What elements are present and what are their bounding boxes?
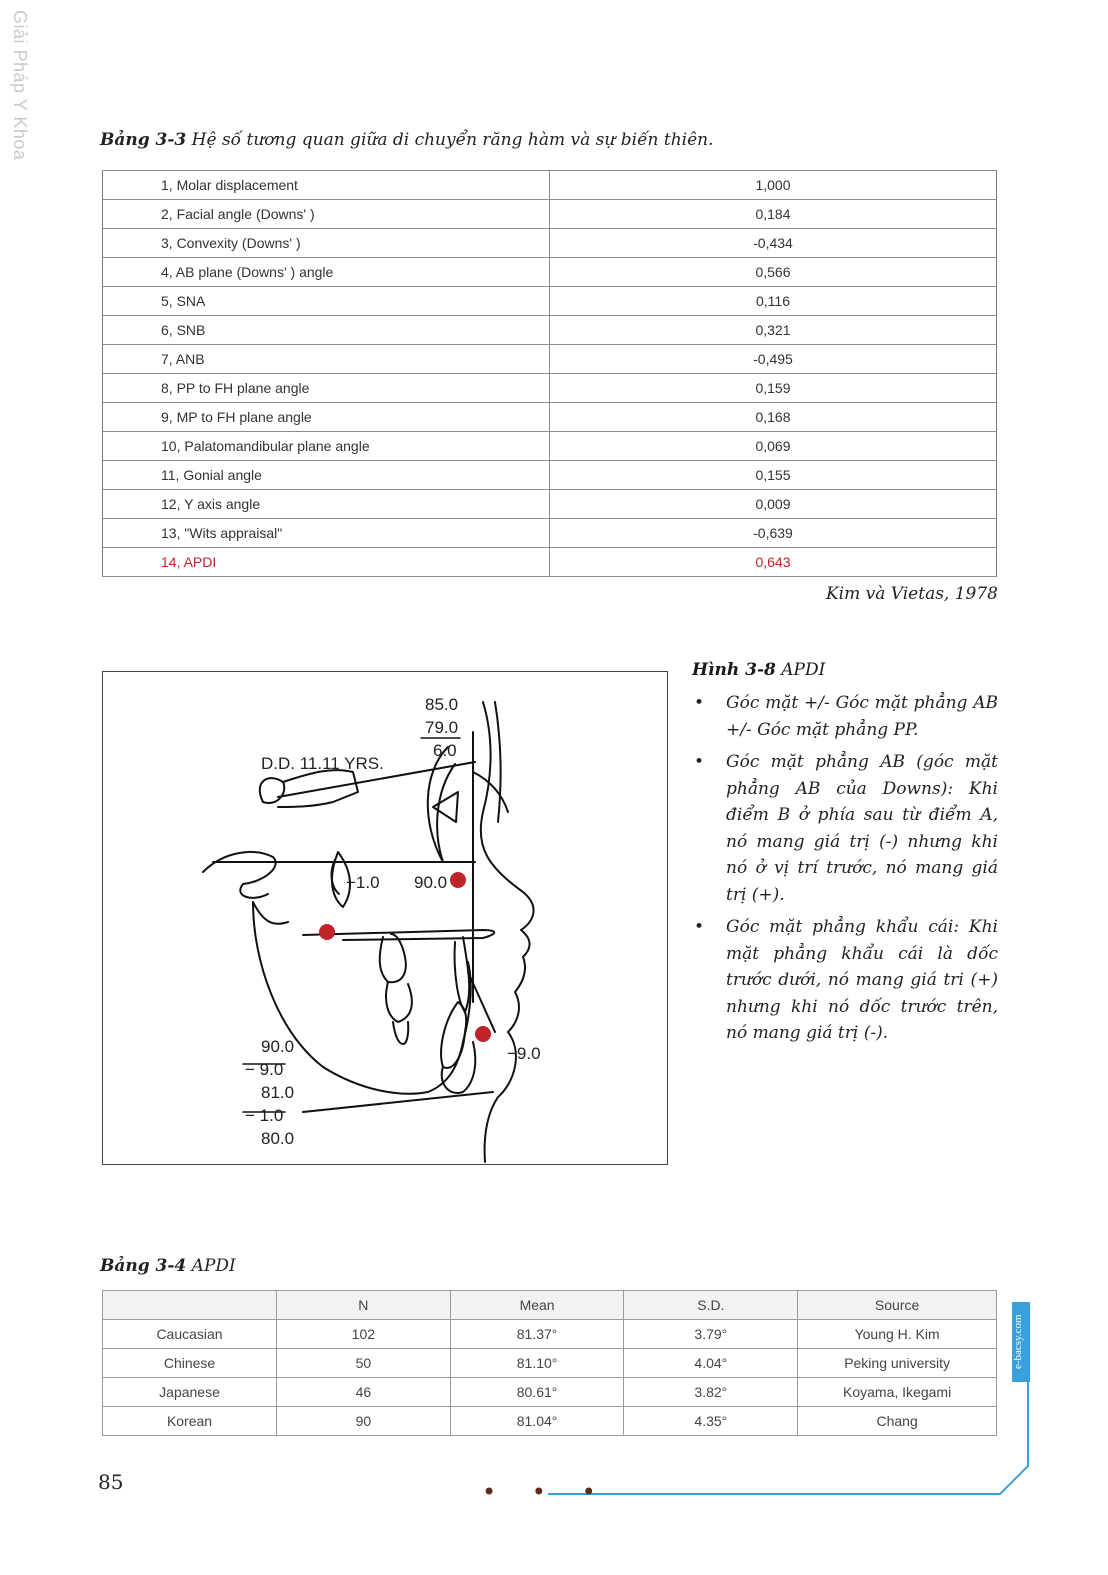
side-watermark: Giải Pháp Y Khoa	[10, 10, 30, 161]
table-cell: 3.82°	[624, 1378, 798, 1407]
lower-molar	[386, 982, 412, 1044]
row-label: 3, Convexity (Downs' )	[103, 229, 550, 258]
table-cell: Koyama, Ikegami	[798, 1378, 997, 1407]
table-row	[103, 258, 997, 287]
palatal-plane-marker	[319, 924, 335, 940]
row-label: 10, Palatomandibular plane angle	[103, 432, 550, 461]
row-label: 13, "Wits appraisal"	[103, 519, 550, 548]
table-row	[103, 1320, 997, 1349]
row-value: 0,184	[550, 200, 997, 229]
facial-angle-marker	[450, 872, 466, 888]
ramus-outline	[253, 902, 288, 924]
table-row	[103, 287, 997, 316]
row-value: -0,639	[550, 519, 997, 548]
nasal-spine	[473, 772, 508, 812]
table-cell: 102	[277, 1320, 451, 1349]
row-label: 12, Y axis angle	[103, 490, 550, 519]
calc-line-5: 80.0	[261, 1129, 295, 1148]
table-row	[103, 519, 997, 548]
table-cell: 90	[277, 1407, 451, 1436]
site-watermark: e-bacsy.com	[1012, 1302, 1030, 1382]
calc-line-3: 81.0	[261, 1083, 295, 1102]
row-value: 1,000	[550, 171, 997, 200]
table-cell: 81.10°	[450, 1349, 624, 1378]
table-3-4-caption	[100, 1256, 236, 1276]
column-header: N	[277, 1291, 451, 1320]
table-row	[103, 490, 997, 519]
table-cell: 4.35°	[624, 1407, 798, 1436]
table-3-4-caption-text: APDI	[186, 1256, 236, 1276]
row-label: 5, SNA	[103, 287, 550, 316]
value-minus-1: −1.0	[346, 873, 380, 892]
row-value: 0,321	[550, 316, 997, 345]
cephalometric-tracing	[103, 672, 666, 1163]
row-value: 0,566	[550, 258, 997, 287]
table-row	[103, 200, 997, 229]
table-cell: 81.04°	[450, 1407, 624, 1436]
calc-line-4: − 1.0	[245, 1106, 284, 1125]
table-3-3-caption	[100, 130, 714, 150]
row-label: 2, Facial angle (Downs' )	[103, 200, 550, 229]
orbit-outline	[428, 747, 455, 862]
row-label: 1, Molar displacement	[103, 171, 550, 200]
bullet-dot: •	[694, 693, 705, 713]
calc-line-1: 90.0	[261, 1037, 295, 1056]
table-header-row	[103, 1291, 997, 1320]
bullet-item: • Góc mặt +/- Góc mặt phẳng AB +/- Góc mặt phẳng PP.	[692, 690, 998, 743]
bullet-dot: •	[694, 917, 705, 937]
table-row	[103, 171, 997, 200]
table-3-3-caption-text: Hệ số tương quan giữa di chuyển răng hàm và sự biến thiên.	[186, 130, 714, 150]
apdi-cephalometric-figure	[102, 671, 668, 1165]
table-row	[103, 1378, 997, 1407]
table-row	[103, 374, 997, 403]
row-label: 6, SNB	[103, 316, 550, 345]
table-cell: Chang	[798, 1407, 997, 1436]
table-source-note: Kim và Vietas, 1978	[825, 584, 998, 604]
row-value: 0,159	[550, 374, 997, 403]
table-cell: 46	[277, 1378, 451, 1407]
row-value: 0,116	[550, 287, 997, 316]
row-value: 0,643	[550, 548, 997, 577]
value-90: 90.0	[414, 873, 448, 892]
row-label: 14, APDI	[103, 548, 550, 577]
row-label: 9, MP to FH plane angle	[103, 403, 550, 432]
row-value: 0,009	[550, 490, 997, 519]
table-cell: 3.79°	[624, 1320, 798, 1349]
table-cell: 80.61°	[450, 1378, 624, 1407]
row-value: 0,069	[550, 432, 997, 461]
value-minus-9: −9.0	[507, 1044, 541, 1063]
bullet-item: • Góc mặt phẳng khẩu cái: Khi mặt phẳng khẩu cái là dốc trước dưới, nó mang giá tri (+) nhưng khi nó dốc trước trên, nó mang giá trị (-).	[692, 914, 998, 1047]
value-85: 85.0	[425, 695, 459, 714]
table-row	[103, 345, 997, 374]
table-row	[103, 316, 997, 345]
ab-plane-marker	[475, 1026, 491, 1042]
table-cell: Young H. Kim	[798, 1320, 997, 1349]
value-6: 6.0	[433, 741, 457, 760]
table-3-3-caption-label: Bảng 3-3	[100, 130, 187, 150]
row-value: 0,168	[550, 403, 997, 432]
bullet-item: • Góc mặt phẳng AB (góc mặt phẳng AB của Downs): Khi điểm B ở phía sau từ điểm A, nó mang giá trị (-) nhưng khi nó ở vị trí trước, nó mang giá trị (+).	[692, 749, 998, 908]
patient-label: D.D. 11.11 YRS.	[261, 754, 384, 773]
calc-line-2: − 9.0	[245, 1060, 284, 1079]
row-value: -0,495	[550, 345, 997, 374]
row-label: 8, PP to FH plane angle	[103, 374, 550, 403]
table-cell: Korean	[103, 1407, 277, 1436]
row-value: 0,155	[550, 461, 997, 490]
column-header: Mean	[450, 1291, 624, 1320]
column-header: S.D.	[624, 1291, 798, 1320]
table-row	[103, 403, 997, 432]
row-label: 7, ANB	[103, 345, 550, 374]
correlation-table	[102, 170, 997, 577]
bullet-dot: •	[694, 752, 705, 772]
row-value: -0,434	[550, 229, 997, 258]
nasal-line	[495, 702, 501, 822]
table-row	[103, 432, 997, 461]
column-header: Source	[798, 1291, 997, 1320]
upper-incisor	[455, 937, 470, 1012]
lower-incisor	[441, 1002, 466, 1068]
column-header	[103, 1291, 277, 1320]
footer-dots: • • •	[482, 1478, 610, 1506]
mandibular-plane	[303, 1092, 493, 1112]
table-cell: 4.04°	[624, 1349, 798, 1378]
apdi-population-table	[102, 1290, 997, 1436]
table-cell: 81.37°	[450, 1320, 624, 1349]
row-label: 11, Gonial angle	[103, 461, 550, 490]
table-cell: Chinese	[103, 1349, 277, 1378]
sella-outline	[260, 770, 358, 807]
figure-3-8-bullets	[692, 690, 998, 1053]
figure-3-8-title: APDI	[775, 660, 826, 680]
table-row	[103, 548, 997, 577]
cranial-base	[203, 852, 276, 898]
row-label: 4, AB plane (Downs' ) angle	[103, 258, 550, 287]
figure-3-8-label: Hình 3-8	[692, 660, 776, 680]
table-row	[103, 461, 997, 490]
figure-3-8-caption	[692, 660, 825, 680]
table-cell: Japanese	[103, 1378, 277, 1407]
upper-molar	[380, 934, 406, 982]
table-cell: Peking university	[798, 1349, 997, 1378]
table-row	[103, 1407, 997, 1436]
table-3-4-caption-label: Bảng 3-4	[100, 1256, 187, 1276]
table-cell: 50	[277, 1349, 451, 1378]
page-number: 85	[98, 1470, 124, 1494]
table-row	[103, 229, 997, 258]
table-cell: Caucasian	[103, 1320, 277, 1349]
table-row	[103, 1349, 997, 1378]
value-79: 79.0	[425, 718, 459, 737]
